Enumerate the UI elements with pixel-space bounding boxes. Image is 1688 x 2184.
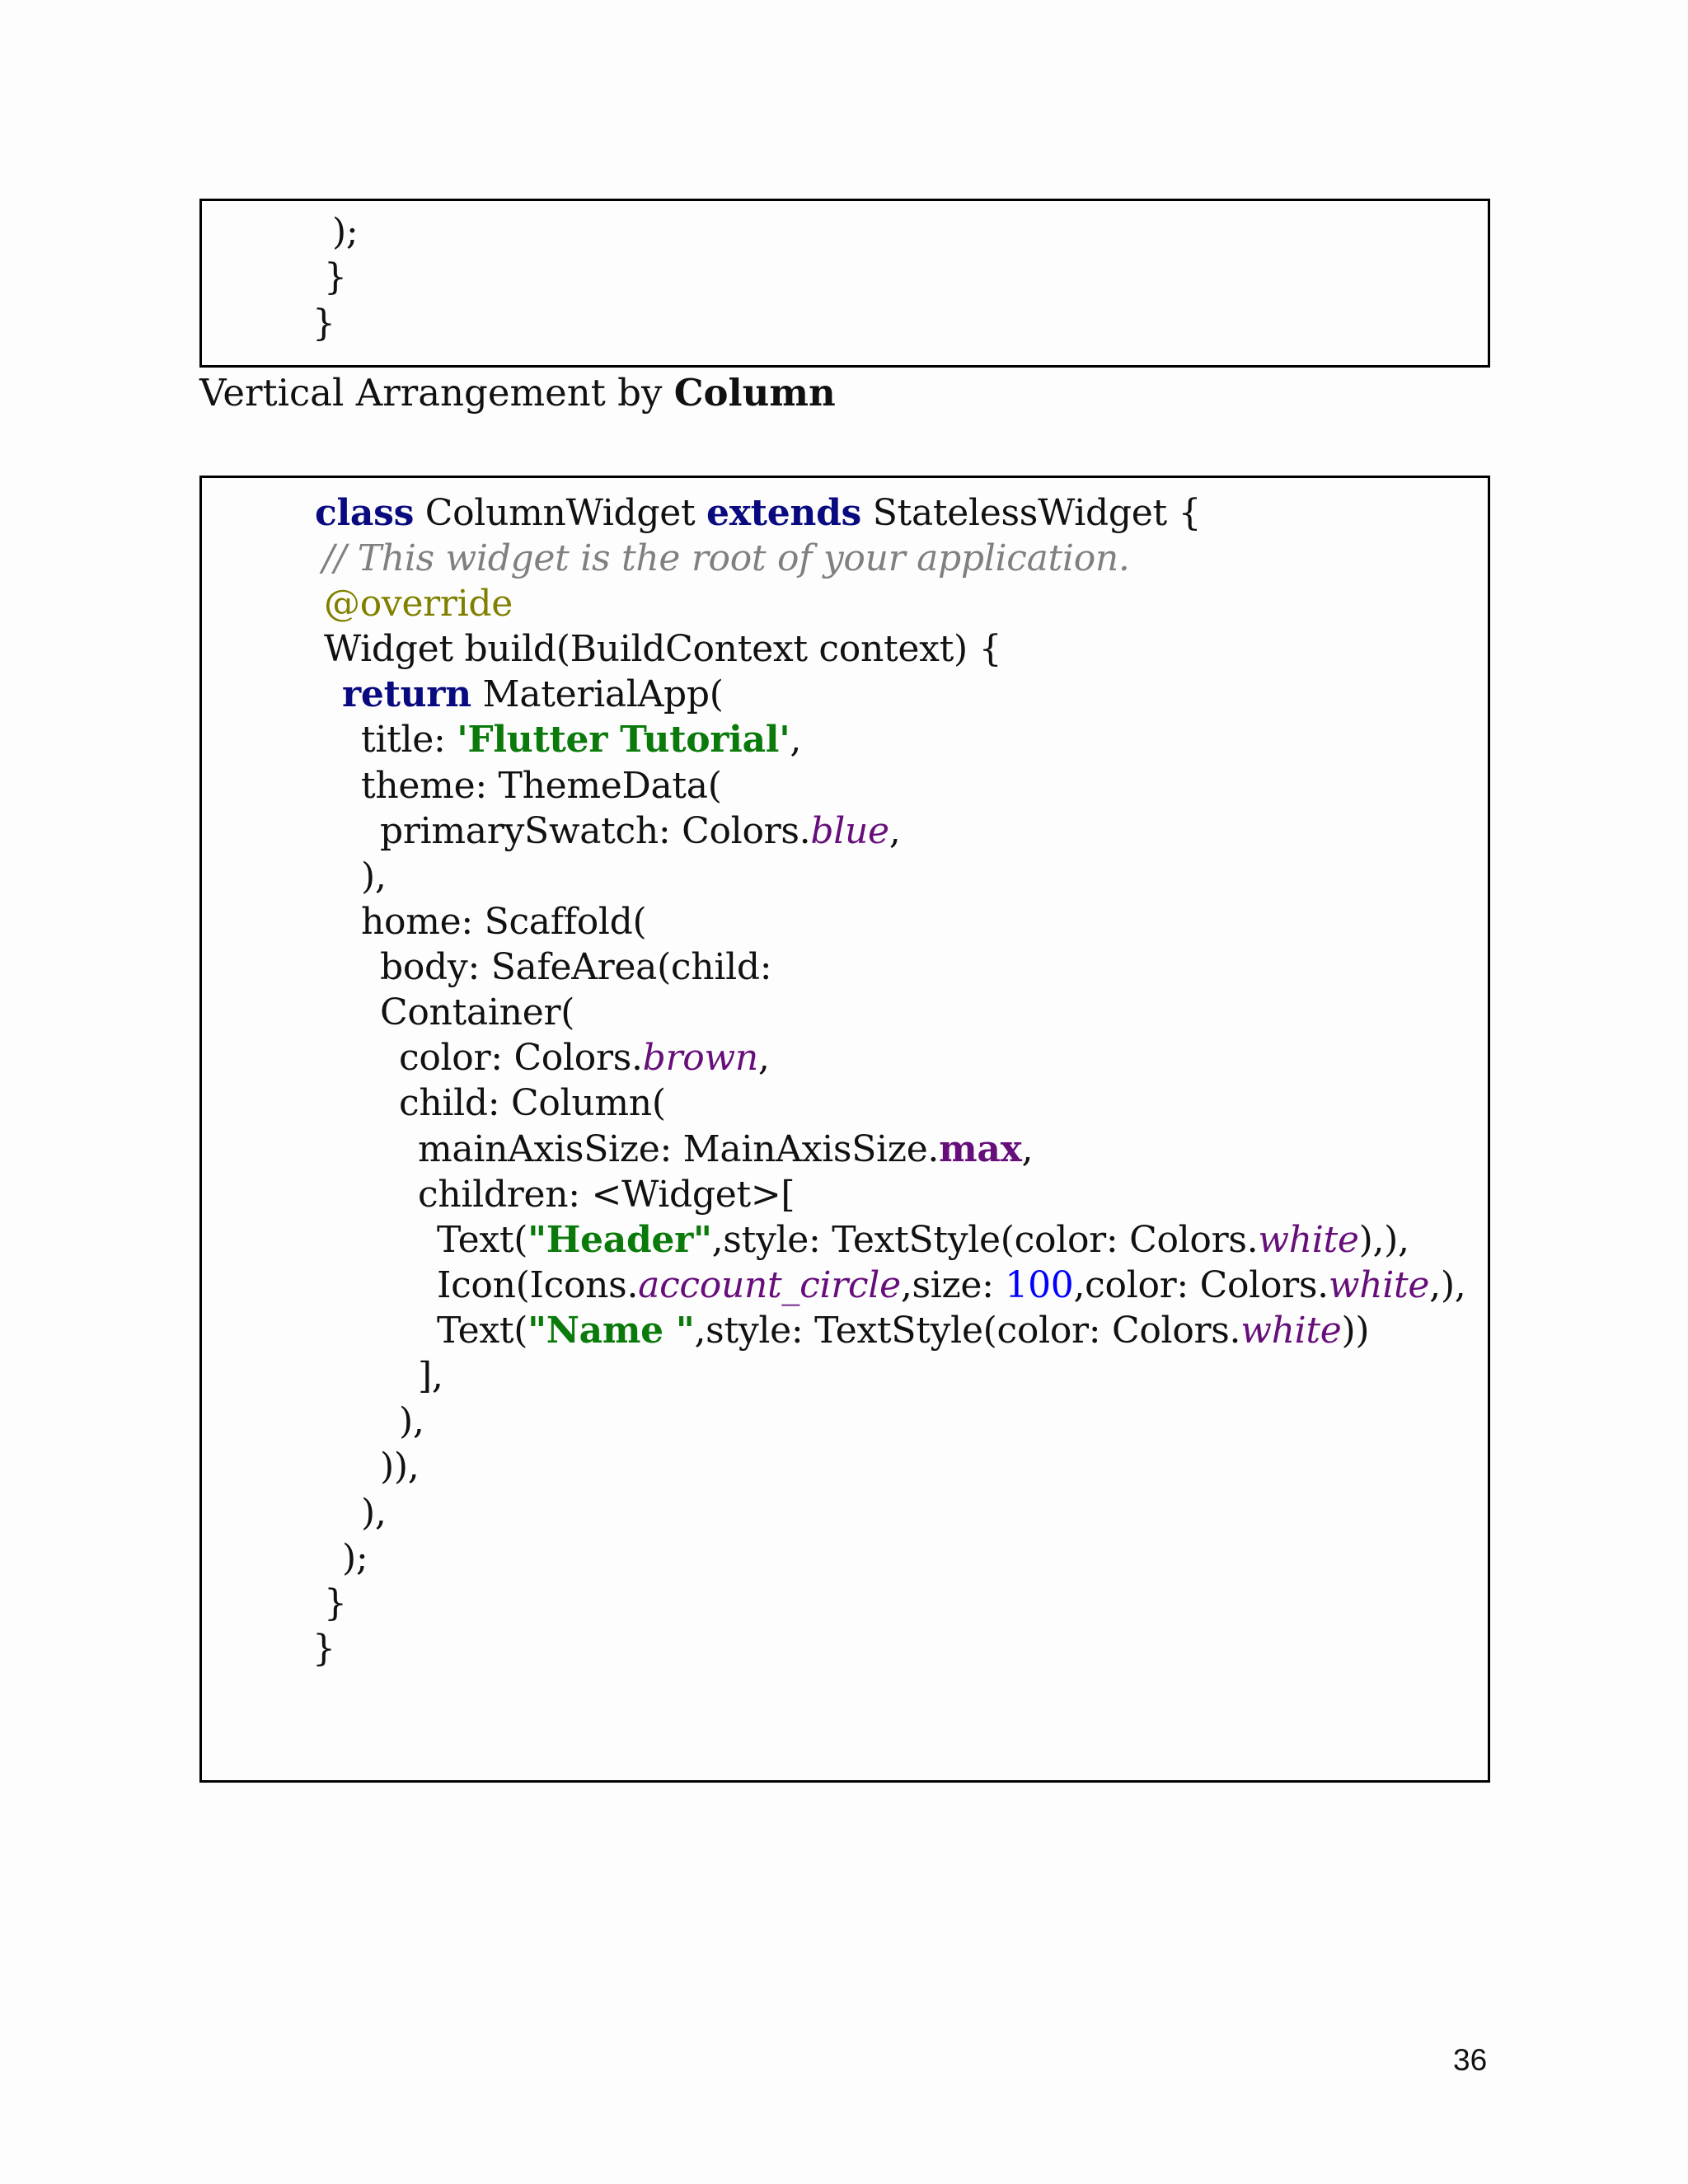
code-line <box>324 1581 347 1626</box>
code-token: body: SafeArea(child: <box>380 946 772 988</box>
code-line <box>399 1399 424 1444</box>
code-token: ,color: Colors. <box>1073 1264 1329 1306</box>
code-token: account_circle <box>638 1264 901 1306</box>
code-token: 100 <box>1005 1264 1074 1306</box>
code-token: primarySwatch: Colors. <box>380 810 811 852</box>
code-line <box>312 1626 335 1671</box>
code-line <box>437 1217 1409 1263</box>
code-token: ); <box>332 211 359 253</box>
code-token: )), <box>380 1446 420 1488</box>
caption-bold-term: Column <box>673 371 836 415</box>
code-token: StatelessWidget { <box>861 492 1202 534</box>
code-line <box>324 581 513 626</box>
code-line <box>312 301 335 346</box>
code-line <box>399 1080 666 1126</box>
code-token: brown <box>642 1037 758 1079</box>
code-token: ,style: TextStyle(color: Colors. <box>694 1310 1241 1352</box>
code-token: home: Scaffold( <box>361 901 647 943</box>
code-line <box>332 209 358 255</box>
code-token: children: <Widget>[ <box>418 1174 795 1216</box>
code-token: , <box>790 719 802 761</box>
code-token: Container( <box>380 991 575 1033</box>
code-token: ), <box>361 855 387 898</box>
code-token: } <box>312 302 335 344</box>
code-token: ); <box>342 1537 368 1579</box>
code-line <box>437 1263 1465 1308</box>
code-line <box>418 1127 1033 1172</box>
code-token: title: <box>361 719 457 761</box>
code-line <box>324 626 1001 672</box>
code-line <box>437 1308 1369 1353</box>
code-token: max <box>939 1128 1022 1170</box>
code-line <box>361 763 722 808</box>
code-token: return <box>342 673 471 715</box>
code-token: @override <box>324 583 513 625</box>
code-token: // This widget is the root of your application. <box>322 537 1130 579</box>
code-token: ), <box>361 1492 387 1534</box>
code-token: MaterialApp( <box>471 673 724 715</box>
code-line <box>361 854 387 899</box>
code-line <box>380 808 900 854</box>
code-line <box>322 536 1130 581</box>
code-block-column-widget <box>199 476 1490 1783</box>
code-token: Text( <box>437 1219 528 1261</box>
code-token: } <box>312 1628 335 1670</box>
code-token: extends <box>706 492 862 534</box>
code-token: Text( <box>437 1310 528 1352</box>
caption-text: Vertical Arrangement by <box>199 371 674 415</box>
code-token: 'Flutter Tutorial' <box>457 719 790 761</box>
code-token: , <box>1021 1128 1034 1170</box>
code-token: "Name " <box>528 1310 695 1352</box>
code-token: blue <box>810 810 889 852</box>
code-token: ,size: <box>900 1264 1006 1306</box>
code-line <box>361 1490 387 1535</box>
code-token: Widget build(BuildContext context) { <box>324 628 1002 670</box>
code-token: Icon(Icons. <box>437 1264 639 1306</box>
code-token: mainAxisSize: MainAxisSize. <box>418 1128 940 1170</box>
code-line <box>399 1035 770 1080</box>
code-line <box>361 717 801 762</box>
code-line <box>315 490 1201 536</box>
code-token: class <box>315 492 415 534</box>
section-caption <box>199 370 836 416</box>
code-line <box>361 899 646 944</box>
code-line <box>342 1535 368 1581</box>
code-token: white <box>1240 1310 1342 1352</box>
code-token: } <box>324 1582 347 1624</box>
code-token: ,), <box>1429 1264 1466 1306</box>
code-token: ), <box>399 1400 424 1442</box>
code-line <box>324 255 347 300</box>
code-token: white <box>1328 1264 1430 1306</box>
page-number: 36 <box>1453 2043 1488 2077</box>
code-token: white <box>1258 1219 1359 1261</box>
code-token: } <box>324 256 347 298</box>
code-line <box>380 1444 419 1489</box>
code-token: child: Column( <box>399 1082 666 1124</box>
code-token: ,style: TextStyle(color: Colors. <box>711 1219 1259 1261</box>
code-token: ),), <box>1358 1219 1409 1261</box>
code-line <box>418 1172 795 1217</box>
code-token: ], <box>418 1355 443 1397</box>
code-token: color: Colors. <box>399 1037 643 1079</box>
code-token: ColumnWidget <box>414 492 707 534</box>
code-block-continuation <box>199 199 1490 368</box>
code-token: )) <box>1341 1310 1370 1352</box>
code-token: , <box>889 810 901 852</box>
code-token: theme: ThemeData( <box>361 765 722 807</box>
code-token: , <box>757 1037 770 1079</box>
code-line <box>380 944 771 990</box>
code-line <box>418 1353 443 1399</box>
code-token: "Header" <box>528 1219 712 1261</box>
code-line <box>342 672 724 717</box>
code-line <box>380 990 574 1035</box>
